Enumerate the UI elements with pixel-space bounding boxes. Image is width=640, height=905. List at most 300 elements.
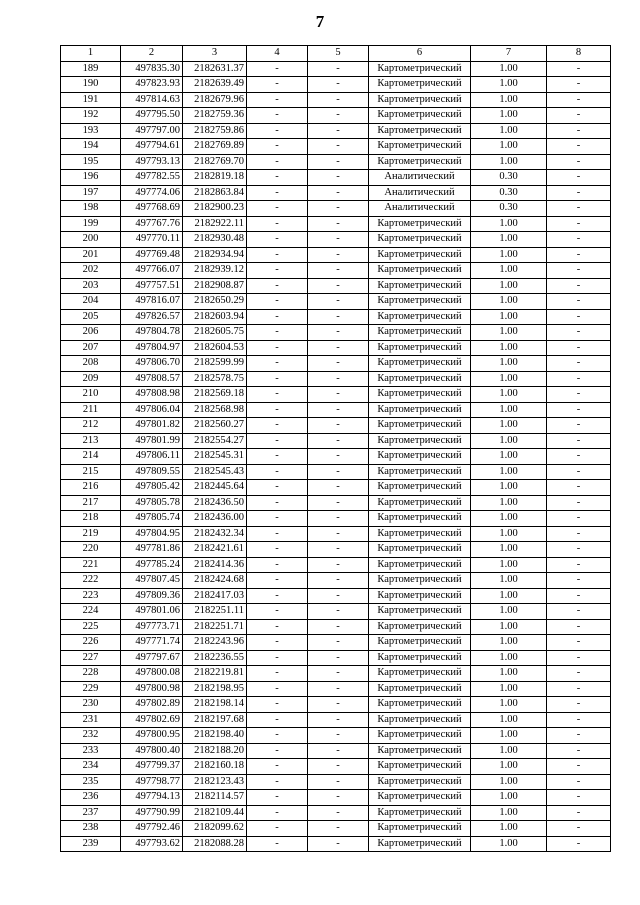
table-cell: -: [308, 495, 369, 511]
table-row: [61, 278, 611, 294]
table-cell: -: [247, 232, 308, 248]
table-cell: Картометрический: [369, 371, 471, 387]
table-cell: 497794.61: [121, 139, 183, 155]
table-cell: Картометрический: [369, 464, 471, 480]
table-row: [61, 356, 611, 372]
table-cell: 497757.51: [121, 278, 183, 294]
table-cell: -: [547, 201, 611, 217]
table-cell: 497809.55: [121, 464, 183, 480]
table-cell: Картометрический: [369, 681, 471, 697]
table-cell: -: [547, 185, 611, 201]
table-row: [61, 542, 611, 558]
table-row: [61, 495, 611, 511]
table-cell: Картометрический: [369, 728, 471, 744]
table-cell: -: [308, 92, 369, 108]
table-cell: -: [308, 557, 369, 573]
table-cell: 2182424.68: [183, 573, 247, 589]
table-cell: -: [308, 464, 369, 480]
table-cell: -: [247, 371, 308, 387]
table-cell: 239: [61, 836, 121, 852]
table-cell: 226: [61, 635, 121, 651]
table-cell: 1.00: [471, 61, 547, 77]
table-cell: 2182243.96: [183, 635, 247, 651]
table-cell: 497802.89: [121, 697, 183, 713]
table-cell: 2182432.34: [183, 526, 247, 542]
table-row: [61, 480, 611, 496]
table-cell: -: [308, 402, 369, 418]
table-cell: 497797.00: [121, 123, 183, 139]
table-row: [61, 728, 611, 744]
table-cell: 497793.13: [121, 154, 183, 170]
table-cell: -: [247, 743, 308, 759]
table-cell: Картометрический: [369, 526, 471, 542]
table-cell: Картометрический: [369, 619, 471, 635]
table-cell: 1.00: [471, 123, 547, 139]
table-cell: -: [247, 666, 308, 682]
table-cell: -: [308, 232, 369, 248]
table-cell: 223: [61, 588, 121, 604]
table-cell: Картометрический: [369, 216, 471, 232]
table-cell: 497814.63: [121, 92, 183, 108]
table-cell: 2182759.86: [183, 123, 247, 139]
table-cell: -: [247, 697, 308, 713]
table-cell: 2182197.68: [183, 712, 247, 728]
table-cell: Картометрический: [369, 278, 471, 294]
table-cell: 238: [61, 821, 121, 837]
table-cell: 1.00: [471, 774, 547, 790]
table-cell: 2182631.37: [183, 61, 247, 77]
table-cell: 2182099.62: [183, 821, 247, 837]
table-cell: -: [547, 790, 611, 806]
table-cell: -: [247, 154, 308, 170]
table-row: [61, 526, 611, 542]
table-cell: 1.00: [471, 635, 547, 651]
table-cell: 2182109.44: [183, 805, 247, 821]
table-cell: -: [247, 387, 308, 403]
table-cell: 196: [61, 170, 121, 186]
table-cell: 213: [61, 433, 121, 449]
table-cell: 1.00: [471, 247, 547, 263]
table-cell: -: [247, 495, 308, 511]
table-cell: -: [547, 604, 611, 620]
table-cell: 497766.07: [121, 263, 183, 279]
table-cell: 2182160.18: [183, 759, 247, 775]
table-cell: Картометрический: [369, 511, 471, 527]
table-row: [61, 77, 611, 93]
table-cell: Картометрический: [369, 790, 471, 806]
table-cell: -: [247, 247, 308, 263]
table-cell: 2182578.75: [183, 371, 247, 387]
table-cell: 2182417.03: [183, 588, 247, 604]
table-cell: Картометрический: [369, 635, 471, 651]
table-cell: 2182445.64: [183, 480, 247, 496]
table-cell: 208: [61, 356, 121, 372]
table-cell: 222: [61, 573, 121, 589]
table-cell: -: [308, 681, 369, 697]
table-cell: 195: [61, 154, 121, 170]
table-row: [61, 402, 611, 418]
table-cell: Картометрический: [369, 604, 471, 620]
table-cell: -: [247, 77, 308, 93]
table-cell: 192: [61, 108, 121, 124]
table-cell: 497806.70: [121, 356, 183, 372]
table-cell: 1.00: [471, 728, 547, 744]
table-cell: -: [547, 108, 611, 124]
table-cell: 1.00: [471, 588, 547, 604]
table-cell: -: [308, 588, 369, 604]
table-row: [61, 836, 611, 852]
table-cell: 497801.99: [121, 433, 183, 449]
table-cell: -: [547, 480, 611, 496]
table-cell: 2182599.99: [183, 356, 247, 372]
table-row: [61, 743, 611, 759]
table-row: [61, 92, 611, 108]
table-cell: 497785.24: [121, 557, 183, 573]
table-cell: Картометрический: [369, 743, 471, 759]
table-cell: 497799.37: [121, 759, 183, 775]
table-cell: -: [308, 263, 369, 279]
table-cell: 1.00: [471, 619, 547, 635]
table-cell: 2182198.14: [183, 697, 247, 713]
table-cell: 2182603.94: [183, 309, 247, 325]
column-header: 3: [183, 46, 247, 62]
table-row: [61, 697, 611, 713]
table-row: [61, 619, 611, 635]
table-cell: -: [308, 154, 369, 170]
table-cell: 1.00: [471, 340, 547, 356]
table-cell: 202: [61, 263, 121, 279]
table-cell: 1.00: [471, 294, 547, 310]
table-cell: 229: [61, 681, 121, 697]
table-cell: 198: [61, 201, 121, 217]
table-cell: 211: [61, 402, 121, 418]
table-cell: -: [247, 805, 308, 821]
table-row: [61, 511, 611, 527]
table-cell: 497804.95: [121, 526, 183, 542]
table-cell: 2182900.23: [183, 201, 247, 217]
table-cell: -: [308, 216, 369, 232]
table-cell: -: [547, 759, 611, 775]
table-cell: 1.00: [471, 666, 547, 682]
table-cell: Картометрический: [369, 123, 471, 139]
table-cell: -: [247, 619, 308, 635]
table-cell: 2182769.70: [183, 154, 247, 170]
table-cell: 2182650.29: [183, 294, 247, 310]
table-cell: Картометрический: [369, 805, 471, 821]
table-cell: 2182759.36: [183, 108, 247, 124]
table-row: [61, 418, 611, 434]
table-cell: 2182545.43: [183, 464, 247, 480]
table-cell: 497816.07: [121, 294, 183, 310]
table-cell: 237: [61, 805, 121, 821]
table-cell: 497801.06: [121, 604, 183, 620]
table-cell: Картометрический: [369, 712, 471, 728]
table-cell: -: [547, 325, 611, 341]
table-cell: -: [247, 712, 308, 728]
table-cell: 497794.13: [121, 790, 183, 806]
table-cell: 2182251.11: [183, 604, 247, 620]
table-cell: 206: [61, 325, 121, 341]
table-cell: -: [547, 573, 611, 589]
table-cell: -: [247, 263, 308, 279]
table-row: [61, 108, 611, 124]
table-cell: Картометрический: [369, 154, 471, 170]
table-cell: 1.00: [471, 821, 547, 837]
table-cell: -: [247, 449, 308, 465]
column-header: 2: [121, 46, 183, 62]
table-cell: 207: [61, 340, 121, 356]
table-cell: -: [547, 743, 611, 759]
table-cell: -: [308, 449, 369, 465]
table-cell: -: [308, 340, 369, 356]
table-cell: Картометрический: [369, 294, 471, 310]
table-cell: Аналитический: [369, 170, 471, 186]
table-row: [61, 371, 611, 387]
column-header: 7: [471, 46, 547, 62]
table-row: [61, 139, 611, 155]
table-cell: 227: [61, 650, 121, 666]
table-cell: -: [547, 278, 611, 294]
table-cell: Картометрический: [369, 588, 471, 604]
table-cell: -: [308, 480, 369, 496]
table-cell: -: [308, 635, 369, 651]
table-row: [61, 247, 611, 263]
table-cell: Аналитический: [369, 185, 471, 201]
table-cell: -: [308, 743, 369, 759]
table-cell: 497801.82: [121, 418, 183, 434]
table-cell: 497806.11: [121, 449, 183, 465]
table-cell: 1.00: [471, 433, 547, 449]
table-cell: 1.00: [471, 836, 547, 852]
table-cell: -: [308, 108, 369, 124]
table-cell: -: [547, 371, 611, 387]
table-cell: 228: [61, 666, 121, 682]
table-cell: 199: [61, 216, 121, 232]
table-cell: -: [308, 836, 369, 852]
table-cell: 2182934.94: [183, 247, 247, 263]
table-cell: 200: [61, 232, 121, 248]
column-header: 8: [547, 46, 611, 62]
table-cell: -: [547, 139, 611, 155]
table-cell: 233: [61, 743, 121, 759]
table-cell: 235: [61, 774, 121, 790]
table-cell: -: [308, 666, 369, 682]
table-row: [61, 201, 611, 217]
table-cell: 2182819.18: [183, 170, 247, 186]
table-cell: -: [547, 495, 611, 511]
table-cell: -: [308, 604, 369, 620]
table-cell: -: [547, 77, 611, 93]
table-cell: 2182569.18: [183, 387, 247, 403]
table-cell: 234: [61, 759, 121, 775]
table-cell: 497769.48: [121, 247, 183, 263]
table-cell: 216: [61, 480, 121, 496]
table-cell: -: [308, 433, 369, 449]
table-cell: 497800.98: [121, 681, 183, 697]
table-cell: -: [247, 821, 308, 837]
table-cell: 214: [61, 449, 121, 465]
table-cell: -: [247, 836, 308, 852]
table-cell: -: [308, 77, 369, 93]
table-cell: 1.00: [471, 449, 547, 465]
table-cell: 2182939.12: [183, 263, 247, 279]
table-cell: -: [547, 588, 611, 604]
table-cell: 1.00: [471, 232, 547, 248]
table-cell: -: [547, 697, 611, 713]
table-cell: -: [547, 836, 611, 852]
table-cell: -: [308, 123, 369, 139]
table-cell: 1.00: [471, 263, 547, 279]
table-cell: -: [547, 247, 611, 263]
table-cell: -: [308, 697, 369, 713]
table-cell: 236: [61, 790, 121, 806]
table-cell: -: [547, 294, 611, 310]
table-cell: -: [308, 325, 369, 341]
table-cell: Картометрический: [369, 247, 471, 263]
table-cell: -: [547, 418, 611, 434]
table-row: [61, 325, 611, 341]
table-cell: 497800.40: [121, 743, 183, 759]
column-header: 6: [369, 46, 471, 62]
table-cell: 212: [61, 418, 121, 434]
table-cell: -: [247, 108, 308, 124]
table-row: [61, 263, 611, 279]
table-cell: -: [247, 790, 308, 806]
table-cell: Картометрический: [369, 309, 471, 325]
table-cell: 201: [61, 247, 121, 263]
table-cell: -: [547, 557, 611, 573]
table-cell: Картометрический: [369, 650, 471, 666]
table-cell: 2182198.40: [183, 728, 247, 744]
table-row: [61, 774, 611, 790]
table-cell: 190: [61, 77, 121, 93]
table-cell: -: [308, 278, 369, 294]
table-cell: 497797.67: [121, 650, 183, 666]
table-cell: Картометрический: [369, 449, 471, 465]
table-cell: -: [547, 666, 611, 682]
table-cell: 497774.06: [121, 185, 183, 201]
table-row: [61, 464, 611, 480]
table-row: [61, 650, 611, 666]
table-cell: -: [308, 139, 369, 155]
table-cell: Картометрический: [369, 61, 471, 77]
table-cell: 2182251.71: [183, 619, 247, 635]
table-cell: -: [308, 573, 369, 589]
table-cell: Картометрический: [369, 666, 471, 682]
table-row: [61, 573, 611, 589]
table-cell: 1.00: [471, 681, 547, 697]
table-cell: 0.30: [471, 201, 547, 217]
table-cell: 497809.36: [121, 588, 183, 604]
table-cell: -: [547, 340, 611, 356]
table-row: [61, 387, 611, 403]
table-cell: 1.00: [471, 573, 547, 589]
table-cell: -: [308, 650, 369, 666]
table-cell: 203: [61, 278, 121, 294]
table-row: [61, 185, 611, 201]
table-cell: 2182219.81: [183, 666, 247, 682]
table-cell: -: [547, 542, 611, 558]
table-cell: Картометрический: [369, 495, 471, 511]
table-cell: -: [247, 123, 308, 139]
table-cell: 497835.30: [121, 61, 183, 77]
table-cell: -: [247, 635, 308, 651]
table-row: [61, 294, 611, 310]
table-cell: -: [247, 356, 308, 372]
table-cell: -: [547, 356, 611, 372]
table-cell: 497805.42: [121, 480, 183, 496]
column-header: 1: [61, 46, 121, 62]
table-cell: -: [308, 759, 369, 775]
table-cell: Картометрический: [369, 232, 471, 248]
table-cell: 497792.46: [121, 821, 183, 837]
table-row: [61, 309, 611, 325]
table-row: [61, 712, 611, 728]
table-cell: 497805.78: [121, 495, 183, 511]
table-cell: Картометрический: [369, 402, 471, 418]
table-cell: 1.00: [471, 526, 547, 542]
table-cell: Аналитический: [369, 201, 471, 217]
table-cell: -: [547, 681, 611, 697]
table-cell: 1.00: [471, 743, 547, 759]
table-cell: -: [308, 371, 369, 387]
table-cell: -: [247, 511, 308, 527]
table-cell: 497808.57: [121, 371, 183, 387]
table-cell: -: [308, 728, 369, 744]
table-cell: -: [547, 821, 611, 837]
table-cell: -: [547, 263, 611, 279]
table-cell: -: [247, 309, 308, 325]
table-cell: 2182088.28: [183, 836, 247, 852]
table-cell: Картометрический: [369, 759, 471, 775]
table-cell: -: [547, 387, 611, 403]
table-cell: -: [247, 185, 308, 201]
table-cell: -: [247, 464, 308, 480]
table-cell: 2182605.75: [183, 325, 247, 341]
table-cell: 2182639.49: [183, 77, 247, 93]
table-cell: 497790.99: [121, 805, 183, 821]
table-cell: Картометрический: [369, 573, 471, 589]
table-cell: -: [247, 759, 308, 775]
table-cell: 1.00: [471, 604, 547, 620]
table-cell: Картометрический: [369, 542, 471, 558]
table-cell: 2182421.61: [183, 542, 247, 558]
table-cell: 2182922.11: [183, 216, 247, 232]
table-cell: -: [247, 650, 308, 666]
table-cell: Картометрический: [369, 418, 471, 434]
table-row: [61, 666, 611, 682]
table-cell: -: [247, 61, 308, 77]
table-cell: 225: [61, 619, 121, 635]
table-cell: -: [547, 309, 611, 325]
table-cell: -: [247, 480, 308, 496]
table-header: [61, 46, 611, 62]
table-cell: -: [547, 805, 611, 821]
header-row: [61, 46, 611, 62]
table-cell: -: [308, 712, 369, 728]
table-cell: 1.00: [471, 697, 547, 713]
table-cell: 0.30: [471, 185, 547, 201]
table-cell: 2182123.43: [183, 774, 247, 790]
table-cell: Картометрический: [369, 139, 471, 155]
table-row: [61, 790, 611, 806]
table-cell: -: [308, 247, 369, 263]
table-cell: 497804.97: [121, 340, 183, 356]
table-cell: 1.00: [471, 92, 547, 108]
table-cell: -: [547, 449, 611, 465]
table-cell: -: [547, 170, 611, 186]
table-cell: -: [547, 402, 611, 418]
